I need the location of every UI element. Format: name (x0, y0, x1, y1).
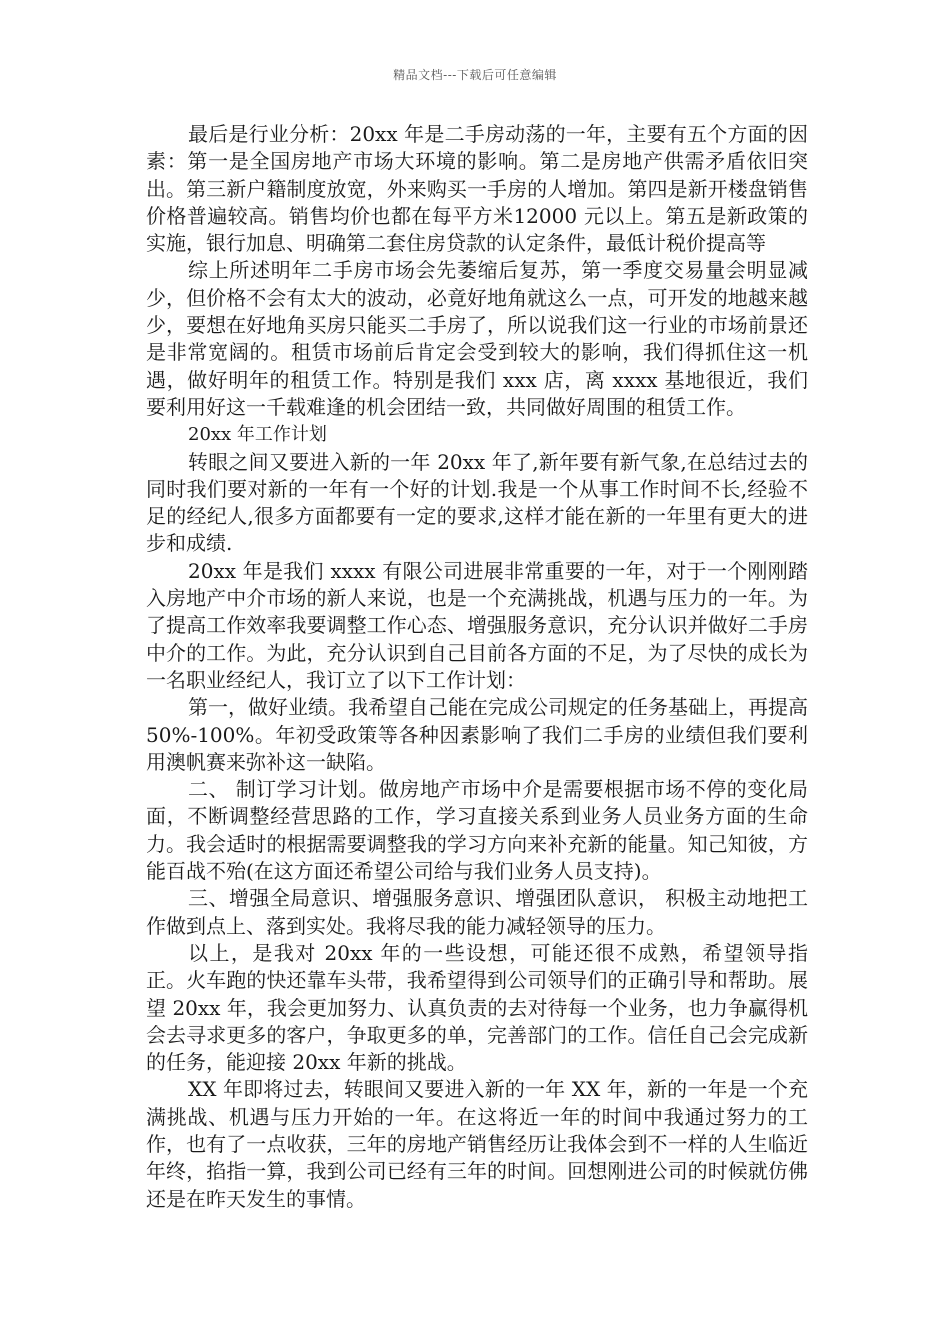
paragraph-year-review: XX 年即将过去，转眼间又要进入新的一年 XX 年，新的一年是一个充满挑战、机遇与压力开始的一年。在这将近一年的时间中我通过努力的工作，也有了一点收获，三年的房地产销售经历让我体会到不一样的人生临近年终，掐指一算，我到公司已经有三年的时间。回想刚进公司的时候就仿佛还是在昨天发生的事情。 (146, 1077, 808, 1211)
paragraph-plan-item-1: 第一，做好业绩。我希望自己能在完成公司规定的任务基础上，再提高 50%-100%。年初受政策等各种因素影响了我们二手房的业绩但我们要利用澳帆赛来弥补这一缺陷。 (146, 695, 808, 774)
paragraph-plan-item-2: 二、 制订学习计划。做房地产市场中介是需要根据市场不停的变化局面，不断调整经营思路的工作，学习直接关系到业务人员业务方面的生命力。我会适时的根据需要调整我的学习方向来补充新的能量。知己知彼，方能百战不殆(在这方面还希望公司给与我们业务人员支持)。 (146, 777, 808, 884)
paragraph-plan-item-3: 三、增强全局意识、增强服务意识、增强团队意识， 积极主动地把工作做到点上、落到实处。我将尽我的能力减轻领导的压力。 (146, 886, 808, 938)
paragraph-plan-overview: 20xx 年是我们 xxxx 有限公司进展非常重要的一年，对于一个刚刚踏入房地产中介市场的新人来说，也是一个充满挑战，机遇与压力的一年。为了提高工作效率我要调整工作心态、增强服务意识，充分认识并做好二手房中介的工作。为此，充分认识到自己目前各方面的不足，为了尽快的成长为一名职业经纪人，我订立了以下工作计划： (146, 558, 808, 692)
paragraph-plan-intro: 转眼之间又要进入新的一年 20xx 年了,新年要有新气象,在总结过去的同时我们要对新的一年有一个好的计划.我是一个从事工作时间不长,经验不足的经纪人,很多方面都要有一定的要求,这样才能在新的一年里有更大的进步和成绩. (146, 449, 808, 556)
paragraph-industry-analysis: 最后是行业分析：20xx 年是二手房动荡的一年，主要有五个方面的因素：第一是全国房地产市场大环境的影响。第二是房地产供需矛盾依旧突出。第三新户籍制度放宽，外来购买一手房的人增加。第四是新开楼盘销售价格普遍较高。销售均价也都在每平方米12000 元以上。第五是新政策的实施，银行加息、明确第二套住房贷款的认定条件，最低计税价提高等 (146, 122, 808, 256)
document-body (146, 121, 808, 1213)
paragraph-plan-summary: 以上，是我对 20xx 年的一些设想，可能还很不成熟，希望领导指正。火车跑的快还靠车头带，我希望得到公司领导们的正确引导和帮助。展望 20xx 年，我会更加努力、认真负责的去对待每一个业务，也力争赢得机会去寻求更多的客户，争取更多的单，完善部门的工作。信任自己会完成新的任务，能迎接 20xx 年新的挑战。 (146, 940, 808, 1075)
page-header: 精品文档---下载后可任意编辑 (393, 68, 557, 82)
paragraph-market-outlook: 综上所述明年二手房市场会先萎缩后复苏，第一季度交易量会明显减少，但价格不会有太大的波动，必竟好地角就这么一点，可开发的地越来越少，要想在好地角买房只能买二手房了，所以说我们这一行业的市场前景还是非常宽阔的。租赁市场前后肯定会受到较大的影响，我们得抓住这一机遇，做好明年的租赁工作。特别是我们 xxx 店，离 xxxx 基地很近，我们要利用好这一千载难逢的机会团结一致，共同做好周围的租赁工作。 (146, 258, 808, 419)
section-heading-work-plan: 20xx 年工作计划 (188, 424, 327, 446)
